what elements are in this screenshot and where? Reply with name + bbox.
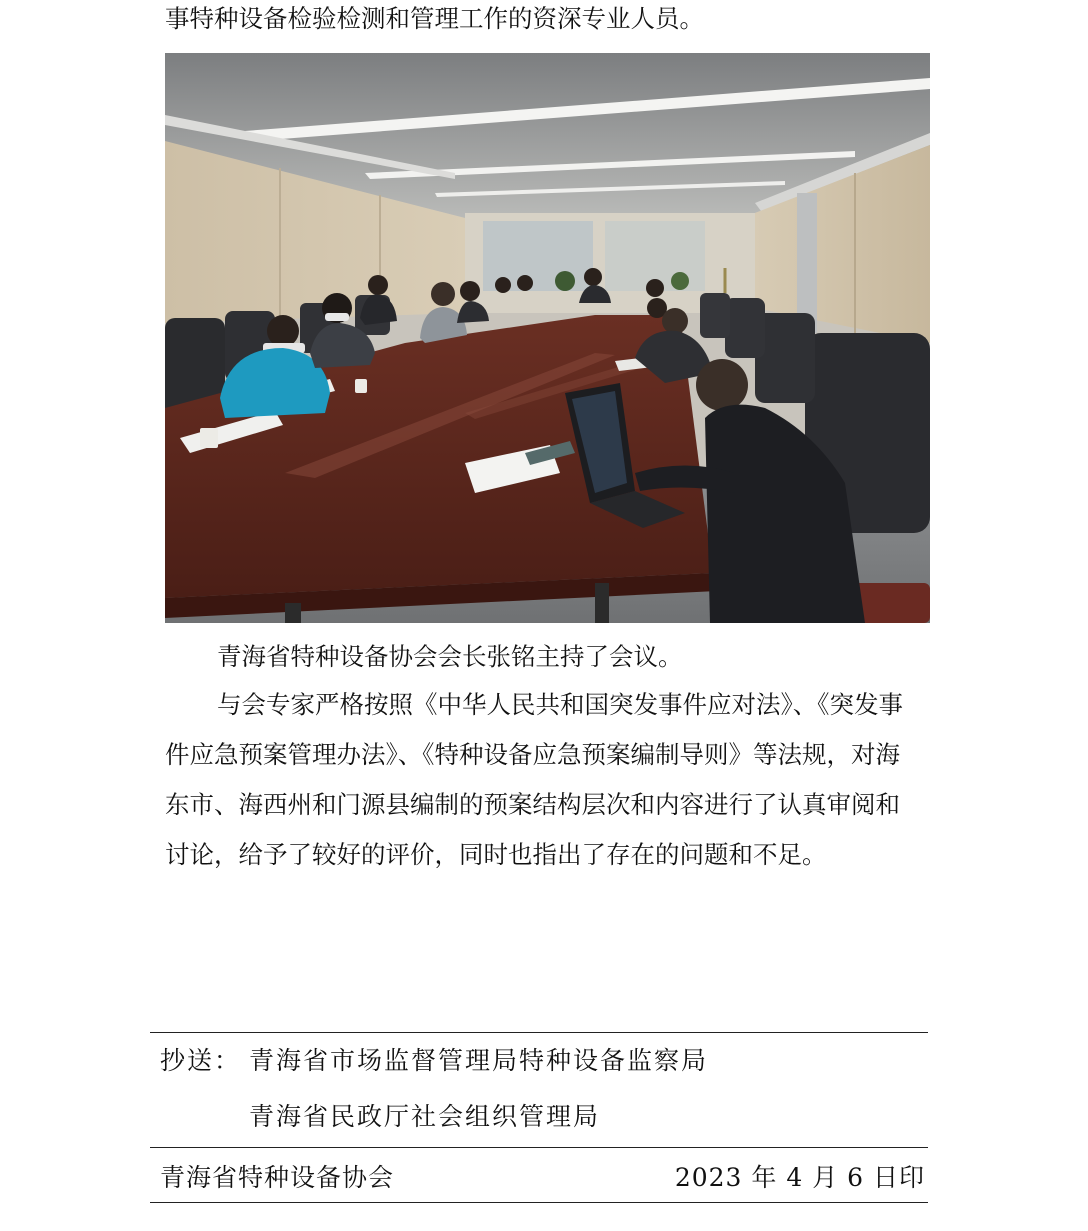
body-text-line: 与会专家严格按照《中华人民共和国突发事件应对法》、《突发事	[217, 690, 903, 719]
photo-caption: 青海省特种设备协会会长张铭主持了会议。	[217, 642, 683, 671]
meeting-photo-illustration	[165, 53, 930, 623]
body-text-line: 件应急预案管理办法》、《特种设备应急预案编制导则》等法规，对海	[165, 740, 900, 769]
meeting-photo	[165, 53, 930, 623]
cc-label: 抄送：	[160, 1046, 242, 1075]
body-text-line: 事特种设备检验检测和管理工作的资深专业人员。	[165, 4, 704, 33]
body-text-line: 东市、海西州和门源县编制的预案结构层次和内容进行了认真审阅和	[165, 790, 900, 819]
issuing-organization: 青海省特种设备协会	[160, 1163, 395, 1192]
body-text-line: 讨论，给予了较好的评价，同时也指出了存在的问题和不足。	[165, 840, 827, 869]
divider-line	[150, 1032, 928, 1033]
cc-recipient: 青海省民政厅社会组织管理局	[249, 1102, 601, 1131]
divider-line	[150, 1202, 928, 1203]
print-date: 2023 年 4 月 6 日印	[674, 1163, 925, 1192]
cc-recipient: 青海省市场监督管理局特种设备监察局	[249, 1046, 709, 1075]
divider-line	[150, 1147, 928, 1148]
